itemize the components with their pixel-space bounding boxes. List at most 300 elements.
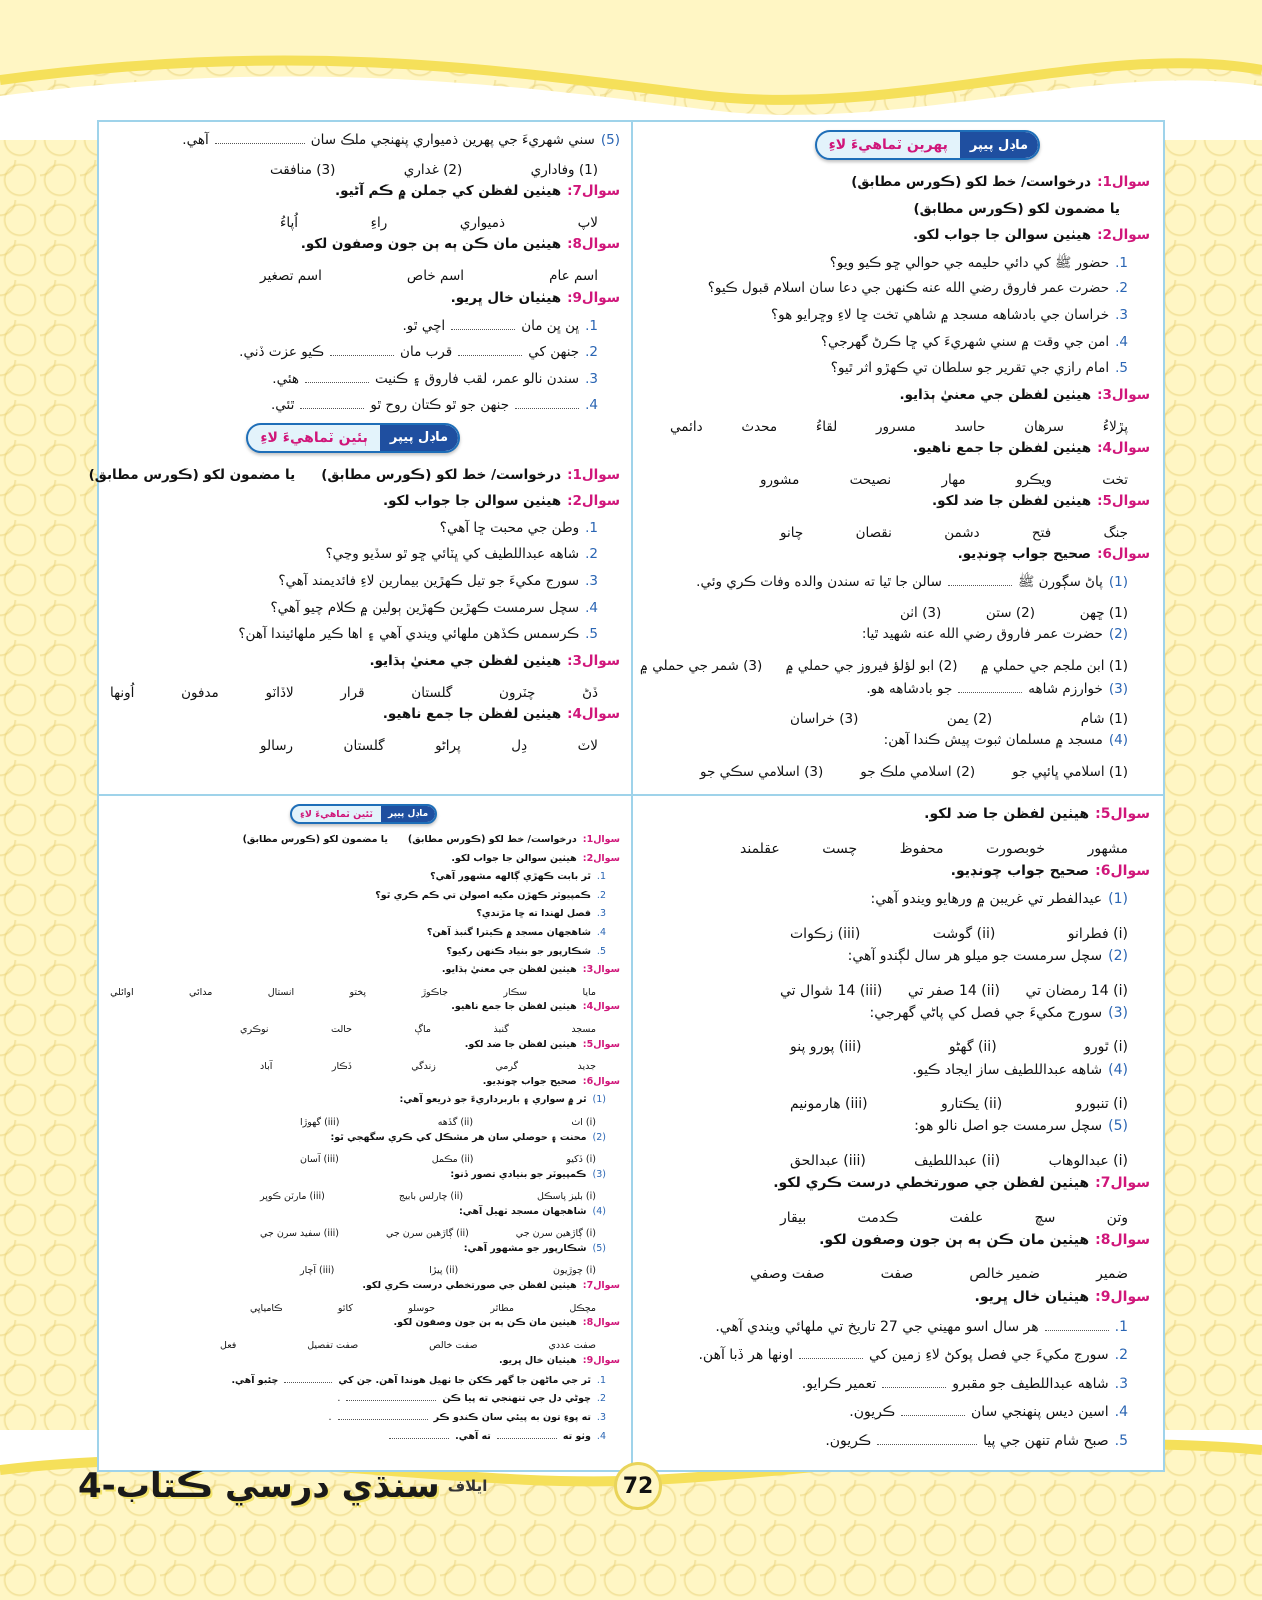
text-label: (i) ڏکيو bbox=[566, 1153, 596, 1165]
list-item bbox=[640, 280, 1150, 307]
text-label: فعل bbox=[220, 1339, 237, 1351]
text-label: درخواست/ خط لکو (ڪورس مطابق) bbox=[321, 466, 562, 483]
question-1 bbox=[88, 466, 620, 494]
text-label: مسجد bbox=[571, 1023, 596, 1035]
text-label: چست bbox=[822, 840, 858, 857]
text-label: وطن جي محبت ڇا آهي؟ bbox=[439, 519, 580, 536]
blank-line bbox=[1045, 1317, 1109, 1331]
question-8 bbox=[110, 236, 620, 263]
text-label: (3) اٺن bbox=[900, 604, 942, 621]
text-label: مطاٿر bbox=[490, 1302, 514, 1314]
text-label: محنت ۽ حوصلي سان هر مشڪل کي ڪري سگهجي ٿو: bbox=[330, 1131, 587, 1143]
text-label: (3) bbox=[1108, 1004, 1128, 1021]
text-label: سالن جا ٿيا ته سندن والده وفات ڪري وئي. bbox=[696, 574, 942, 591]
text-label: عقلمند bbox=[740, 840, 780, 857]
text-label: صحيح جواب چونڊيو. bbox=[482, 1075, 577, 1087]
text-label: سچل سرمست جو ميلو هر سال لڳندو آهي: bbox=[847, 947, 1103, 964]
text-label: (i) بليز پاسڪل bbox=[537, 1191, 596, 1203]
list-item bbox=[640, 360, 1150, 387]
text-label: هيٺيان خال ڀريو. bbox=[974, 1288, 1090, 1305]
text-label: نصيحت bbox=[849, 471, 892, 488]
list-item bbox=[110, 573, 620, 600]
mcq-item bbox=[640, 573, 1150, 600]
text-label: نقصان bbox=[855, 525, 892, 542]
mcq-options bbox=[640, 706, 1150, 733]
text-label: لاٽ bbox=[577, 737, 598, 754]
text-label: ته آهي. bbox=[455, 1430, 491, 1442]
list-item bbox=[110, 316, 620, 343]
text-label: هيٺين لفظن جا ضد لکو. bbox=[464, 1038, 577, 1050]
question-7 bbox=[110, 183, 620, 210]
mcq-item bbox=[110, 1243, 620, 1262]
text-label: خراسان جي بادشاهه مسجد ۾ شاهي تخت ڇا لاءِ وڇرايو هو؟ bbox=[770, 306, 1110, 323]
word-list bbox=[110, 1020, 620, 1039]
text-label: ڏڻ bbox=[582, 684, 598, 701]
text-label: سوال1: bbox=[567, 466, 620, 483]
text-label: اسم تصغير bbox=[260, 268, 322, 285]
text-label: دائمي bbox=[670, 418, 703, 435]
question-1-alt bbox=[640, 201, 1150, 228]
mcq-options bbox=[110, 1150, 620, 1169]
book-title bbox=[78, 1460, 487, 1512]
text-label: 3. bbox=[585, 370, 598, 387]
question-2 bbox=[640, 227, 1150, 254]
text-label: کاٿو bbox=[337, 1302, 353, 1314]
text-label: 3. bbox=[596, 1411, 606, 1423]
text-label: نوڪري bbox=[240, 1023, 269, 1035]
badge-title: ماڊل پيپر bbox=[380, 425, 458, 451]
text-label: صفت وصفي bbox=[750, 1266, 825, 1283]
blank-line bbox=[215, 130, 305, 144]
mcq-item bbox=[110, 1206, 620, 1225]
text-label: 2. bbox=[596, 1393, 606, 1405]
text-label: (4) bbox=[1108, 1061, 1128, 1078]
text-label: (ii) مڪمل bbox=[431, 1153, 474, 1165]
question-8 bbox=[640, 1232, 1150, 1260]
text-label: اُپاءُ bbox=[280, 215, 298, 232]
word-list bbox=[110, 1336, 620, 1355]
text-label: شاهه عبداللطيف کي ڀٽائي ڇو ٿو سڏيو وڃي؟ bbox=[325, 546, 580, 563]
text-label: انستال bbox=[267, 986, 295, 998]
text-label: سوال7: bbox=[582, 1280, 620, 1292]
word-list bbox=[640, 1260, 1150, 1288]
text-label: 1. bbox=[596, 1374, 606, 1386]
text-label: جديد bbox=[577, 1060, 596, 1072]
mcq-item bbox=[110, 130, 620, 157]
text-label: . bbox=[337, 1393, 341, 1405]
text-label: مايا bbox=[582, 986, 596, 998]
text-label: اوائلي bbox=[110, 986, 134, 998]
text-label: صبح شام تنهن جي پيا bbox=[983, 1432, 1109, 1449]
question-5 bbox=[640, 806, 1150, 834]
text-label: (iii) آچار bbox=[300, 1265, 335, 1277]
blank-line bbox=[799, 1345, 863, 1359]
text-label: (2) ستن bbox=[985, 604, 1036, 621]
text-label: صفت تفصيل bbox=[307, 1339, 359, 1351]
word-list bbox=[110, 679, 620, 706]
text-label: خوبصورت bbox=[985, 840, 1046, 857]
blank-line bbox=[515, 396, 579, 410]
text-label: 3. bbox=[596, 908, 606, 920]
text-label: ڪدمت bbox=[857, 1209, 899, 1226]
blank-line bbox=[958, 679, 1022, 693]
text-label: 1. bbox=[596, 871, 606, 883]
text-label: اُونها bbox=[110, 684, 135, 701]
text-label: گلستان bbox=[411, 684, 453, 701]
list-item bbox=[640, 334, 1150, 361]
text-label: حوسلو bbox=[408, 1302, 435, 1314]
mcq-options bbox=[640, 976, 1150, 1004]
text-label: سوال8: bbox=[567, 236, 620, 253]
text-label: حضرت عمر فاروق رضي الله عنه شهيد ٿيا: bbox=[861, 626, 1103, 643]
text-label: هيٺين لفظن جي صورتخطي درست ڪري لکو. bbox=[773, 1175, 1090, 1192]
question-5 bbox=[640, 493, 1150, 520]
list-item bbox=[640, 1345, 1150, 1373]
book-title-text: سنڌي درسي ڪتاب-4 bbox=[78, 1466, 440, 1506]
text-label: سوال4: bbox=[567, 705, 620, 722]
text-label: (3) اسلامي سڪي جو bbox=[700, 764, 824, 781]
text-label: (iii) هارمونيم bbox=[790, 1096, 868, 1113]
text-label: سورج مکيءَ جي فصل پوکڻ لاءِ زمين کي bbox=[868, 1347, 1109, 1364]
text-label: (i) ٿورو bbox=[1084, 1039, 1128, 1056]
text-label: يا مضمون لکو (ڪورس مطابق) bbox=[913, 200, 1120, 217]
text-label: سڪار bbox=[503, 986, 528, 998]
text-label: 2. bbox=[585, 546, 598, 563]
text-label: (iii) سفيد سرن جي bbox=[260, 1228, 340, 1240]
text-label: سوال6: bbox=[1097, 546, 1150, 563]
text-label: ڪريون. bbox=[825, 1432, 872, 1449]
text-label: جو بادشاهه هو. bbox=[866, 680, 953, 697]
text-label: (2) اسلامي ملڪ جو bbox=[860, 764, 976, 781]
badge-title: ماڊل پيپر bbox=[381, 806, 435, 822]
text-label: 2. bbox=[1114, 1347, 1128, 1364]
text-label: لاڏاٽو bbox=[265, 684, 294, 701]
text-label: 5. bbox=[1115, 360, 1128, 377]
question-4 bbox=[110, 1001, 620, 1020]
text-label: اونها هر ڏبا آهن. bbox=[698, 1347, 793, 1364]
text-label: (1) شام bbox=[1080, 711, 1128, 728]
list-item bbox=[110, 890, 620, 909]
text-label: هيٺين مان ڪن ٻه ٻن جون وصفون لکو. bbox=[819, 1231, 1090, 1248]
model-paper-third-term bbox=[110, 808, 620, 1448]
text-label: مشورو bbox=[760, 471, 800, 488]
text-label: (5) bbox=[592, 1243, 606, 1255]
list-item bbox=[110, 626, 620, 653]
text-label: (1) ابن ملجم جي حملي ۾ bbox=[980, 657, 1128, 674]
text-label: سوال3: bbox=[1097, 386, 1150, 403]
page-number: 72 bbox=[614, 1462, 662, 1510]
list-item bbox=[110, 1410, 620, 1429]
text-label: (i) چوڙيون bbox=[553, 1265, 596, 1277]
text-label: سوال8: bbox=[582, 1317, 620, 1329]
text-label: شاهه عبداللطيف جو مقبرو bbox=[952, 1375, 1109, 1392]
text-label: (ii) عبداللطيف bbox=[914, 1152, 1001, 1169]
column-divider bbox=[631, 120, 633, 1472]
text-label: سوال9: bbox=[1095, 1288, 1150, 1305]
text-label: 3. bbox=[585, 572, 598, 589]
mcq-item bbox=[640, 891, 1150, 919]
text-label: صفت عددي bbox=[548, 1339, 596, 1351]
text-label: جنهن کي bbox=[528, 344, 580, 361]
model-paper-first-term-continued bbox=[640, 806, 1150, 1459]
text-label: پاڻ سڳورن ﷺ bbox=[1017, 574, 1103, 591]
text-label: سني شهريءَ جي پهرين ذميواري پنهنجي ملڪ سان bbox=[310, 131, 595, 148]
text-label: يا مضمون لکو (ڪورس مطابق) bbox=[88, 466, 296, 483]
text-label: علفت bbox=[949, 1209, 984, 1226]
text-label: ڀن ڀن مان bbox=[521, 317, 580, 334]
text-label: هئي. bbox=[272, 370, 300, 387]
text-label: سورج مکيءَ جو تيل ڪهڙين بيمارين لاءِ فائديمند آهي؟ bbox=[278, 572, 580, 589]
text-label: سوال9: bbox=[567, 289, 620, 306]
text-label: دِل bbox=[511, 737, 528, 754]
question-9 bbox=[110, 1355, 620, 1374]
text-label: سوال2: bbox=[567, 493, 620, 510]
text-label: شاهه عبداللطيف ساز ايجاد ڪيو. bbox=[912, 1061, 1103, 1078]
text-label: اسم عام bbox=[549, 268, 598, 285]
text-label: سرهان bbox=[1024, 418, 1064, 435]
text-label: (1) اسلامي ڀائپي جو bbox=[1012, 764, 1128, 781]
text-label: (4) bbox=[592, 1205, 606, 1217]
blank-line bbox=[300, 396, 364, 410]
text-label: آباد bbox=[260, 1060, 273, 1072]
text-label: ٿر بابت ڪهڙي ڳالهه مشهور آهي؟ bbox=[430, 871, 591, 883]
text-label: (iii) گهوڙا bbox=[300, 1116, 340, 1128]
text-label: 1. bbox=[585, 317, 598, 334]
text-label: چٽرون bbox=[499, 684, 536, 701]
text-label: سوال7: bbox=[1095, 1175, 1150, 1192]
mcq-item bbox=[640, 626, 1150, 653]
list-item bbox=[110, 396, 620, 423]
text-label: سوال5: bbox=[1097, 493, 1150, 510]
question-5 bbox=[110, 1039, 620, 1058]
text-label: سوال5: bbox=[1095, 806, 1150, 822]
text-label: شڪارپور جو بنياد ڪنهن رکيو؟ bbox=[446, 945, 591, 957]
text-label: سوال3: bbox=[567, 652, 620, 669]
text-label: (2) bbox=[592, 1131, 606, 1143]
text-label: هيٺيان خال ڀريو. bbox=[498, 1354, 577, 1366]
text-label: مچڪل bbox=[569, 1302, 596, 1314]
text-label: وتن bbox=[1106, 1209, 1128, 1226]
text-label: سوال8: bbox=[1095, 1231, 1150, 1248]
text-label: محدث bbox=[741, 418, 778, 435]
text-label: سچل سرمست ڪهڙين ڪهڙين ٻولين ۾ ڪلام چيو آهي؟ bbox=[270, 599, 580, 616]
question-6 bbox=[640, 546, 1150, 573]
text-label: سوال7: bbox=[567, 183, 620, 200]
text-label: (ii) پيڙا bbox=[429, 1265, 459, 1277]
list-item bbox=[640, 1317, 1150, 1345]
text-label: ضمير bbox=[1096, 1266, 1128, 1283]
badge-title: ماڊل پيپر bbox=[960, 132, 1038, 158]
question-9 bbox=[640, 1289, 1150, 1317]
paper-badge bbox=[246, 423, 460, 453]
text-label: 4. bbox=[585, 599, 598, 616]
text-label: (3) bbox=[592, 1168, 606, 1180]
text-label: مشهور bbox=[1087, 840, 1128, 857]
list-item bbox=[640, 1431, 1150, 1459]
blank-line bbox=[330, 343, 394, 357]
text-label: (2) يمن bbox=[946, 711, 993, 728]
text-label: هيٺيان خال ڀريو. bbox=[450, 289, 562, 306]
text-label: (1) وفاداري bbox=[530, 161, 598, 178]
text-label: (4) bbox=[1108, 732, 1128, 749]
text-label: صحيح جواب چونڊيو. bbox=[950, 862, 1090, 879]
text-label: (3) شمر جي حملي ۾ bbox=[640, 657, 763, 674]
text-label: امن جي وقت ۾ سني شهريءَ کي ڇا ڪرڻ گهرجي؟ bbox=[820, 333, 1110, 350]
text-label: ڪريون. bbox=[849, 1404, 895, 1421]
text-label: بيقار bbox=[780, 1209, 807, 1226]
text-label: (iii) پورو پنو bbox=[790, 1039, 862, 1056]
text-label: 5. bbox=[596, 945, 606, 957]
question-8 bbox=[110, 1317, 620, 1336]
text-label: ماڳ bbox=[414, 1023, 432, 1035]
text-label: ضمير خالص bbox=[969, 1266, 1041, 1283]
text-label: (iii) مارٽن ڪوپر bbox=[260, 1191, 325, 1203]
blank-line bbox=[458, 343, 522, 357]
mcq-options bbox=[640, 653, 1150, 680]
blank-line bbox=[451, 316, 515, 330]
text-label: (3) منافقت bbox=[270, 161, 336, 178]
mcq-options bbox=[640, 1090, 1150, 1118]
mcq-item bbox=[640, 1005, 1150, 1033]
text-label: اسين ديس پنهنجي سان bbox=[971, 1404, 1109, 1421]
text-label: (i) اٺ bbox=[571, 1116, 596, 1128]
text-label: . bbox=[328, 1411, 332, 1423]
text-label: (5) bbox=[600, 131, 620, 148]
text-label: (ii) گڏهه bbox=[437, 1116, 474, 1128]
text-label: (ii) 14 صفر تي bbox=[907, 982, 1001, 999]
text-label: جنهن جو ٿو ڪتان روح ٿو bbox=[370, 397, 510, 414]
question-3 bbox=[110, 653, 620, 680]
blank-line bbox=[877, 1431, 977, 1445]
word-list bbox=[110, 210, 620, 237]
word-list bbox=[110, 732, 620, 759]
mcq-options bbox=[110, 1113, 620, 1132]
text-label: پراڻو bbox=[435, 737, 461, 754]
text-label: ڪمپيوٽر ڪهڙن مکيه اصولن تي ڪم ڪري ٿو؟ bbox=[375, 889, 591, 901]
question-4 bbox=[110, 706, 620, 733]
text-label: 4. bbox=[1114, 1404, 1128, 1421]
text-label: امام رازي جي تقرير جو سلطان تي ڪهڙو اثر ٿيو؟ bbox=[830, 360, 1110, 377]
text-label: (3) bbox=[1108, 680, 1128, 697]
text-label: (2) غداري bbox=[403, 161, 463, 178]
text-label: سوال4: bbox=[582, 1001, 620, 1013]
text-label: قرار bbox=[340, 684, 365, 701]
text-label: درخواست/ خط لکو (ڪورس مطابق) bbox=[851, 174, 1092, 190]
question-6 bbox=[110, 1076, 620, 1095]
text-label: هيٺين لفظن جا جمع ناهيو. bbox=[912, 439, 1092, 456]
word-list bbox=[640, 834, 1150, 862]
word-list bbox=[640, 1203, 1150, 1231]
question-6 bbox=[640, 863, 1150, 891]
text-label: ڪرسمس ڪڏهن ملهائي ويندي آهي ۽ اها ڪير ملهائيندا آهن؟ bbox=[238, 626, 580, 643]
text-label: تخت bbox=[1102, 471, 1128, 488]
text-label: 1. bbox=[1114, 1319, 1128, 1336]
list-item bbox=[110, 520, 620, 547]
list-item bbox=[110, 871, 620, 890]
text-label: آهي. bbox=[182, 131, 209, 148]
question-7 bbox=[640, 1175, 1150, 1203]
mcq-options bbox=[110, 1224, 620, 1243]
text-label: لاپ bbox=[577, 215, 598, 232]
text-label: ذميواري bbox=[459, 215, 505, 232]
text-label: 3. bbox=[1115, 306, 1128, 323]
text-label: مدائي bbox=[189, 986, 213, 998]
text-label: (1) bbox=[1108, 574, 1128, 591]
text-label: هيٺين لفظن جي معنيٰ ٻڌايو. bbox=[369, 652, 562, 669]
text-label: (2) bbox=[1108, 947, 1128, 964]
text-label: ٿر ۾ سواري ۽ باربرداريءَ جو ذريعو آهي: bbox=[399, 1094, 587, 1106]
text-label: سوال5: bbox=[582, 1038, 620, 1050]
list-item bbox=[640, 307, 1150, 334]
mcq-options bbox=[110, 1262, 620, 1281]
text-label: (i) عبدالوهاب bbox=[1048, 1152, 1128, 1169]
text-label: رسالو bbox=[260, 737, 294, 754]
text-label: اسم خاص bbox=[406, 268, 465, 285]
question-1 bbox=[640, 174, 1150, 201]
text-label: 2. bbox=[1115, 280, 1128, 297]
blank-line bbox=[284, 1373, 332, 1383]
text-label: (ii) ڳاڙهين سرن جي bbox=[385, 1228, 469, 1240]
text-label: درخواست/ خط لکو (ڪورس مطابق) bbox=[407, 834, 577, 845]
text-label: فصل لهندا ته ڇا مڙندي؟ bbox=[476, 908, 591, 920]
text-label: سچ bbox=[1034, 1209, 1056, 1226]
text-label: سوال2: bbox=[582, 852, 620, 864]
text-label: هيٺين مان ڪن ٻه ٻن جون وصفون لکو. bbox=[393, 1317, 577, 1329]
word-list bbox=[110, 1057, 620, 1076]
text-label: هيٺين سوالن جا جواب لکو. bbox=[382, 493, 562, 510]
text-label: فتح bbox=[1031, 525, 1052, 542]
text-label: (iii) 14 شوال تي bbox=[780, 982, 883, 999]
text-label: هيٺين مان ڪن ٻه ٻن جون وصفون لکو. bbox=[300, 236, 562, 253]
question-2 bbox=[110, 853, 620, 872]
list-item bbox=[640, 254, 1150, 281]
text-label: 4. bbox=[1115, 333, 1128, 350]
question-3 bbox=[640, 387, 1150, 414]
text-label: قرب مان bbox=[400, 344, 453, 361]
list-item bbox=[110, 546, 620, 573]
text-label: (i) فطرانو bbox=[1067, 925, 1128, 942]
text-label: دشمن bbox=[944, 525, 980, 542]
text-label: زندگي bbox=[411, 1060, 436, 1072]
text-label: (ii) يڪتارو bbox=[941, 1096, 1003, 1113]
list-item bbox=[640, 1374, 1150, 1402]
text-label: مدفون bbox=[181, 684, 219, 701]
text-label: شڪارپور جو مشهور آهي: bbox=[463, 1243, 587, 1255]
text-label: ته پوءِ تون به پيئي سان ڪندو ڪر bbox=[433, 1411, 591, 1423]
list-item bbox=[110, 1429, 620, 1448]
text-label: سوال1: bbox=[582, 834, 620, 845]
top-wave-decoration bbox=[0, 0, 1262, 140]
text-label: يا مضمون لکو (ڪورس مطابق) bbox=[242, 834, 388, 845]
list-item bbox=[110, 946, 620, 965]
text-label: صفت bbox=[880, 1266, 914, 1283]
paper-badge bbox=[290, 804, 437, 824]
text-label: هيٺين سوالن جا جواب لکو. bbox=[451, 852, 577, 864]
text-label: چانو bbox=[780, 525, 804, 542]
mcq-options bbox=[110, 1187, 620, 1206]
text-label: حضرت عمر فاروق رضي الله عنه ڪنهن جي دعا سان اسلام قبول ڪيو؟ bbox=[707, 280, 1110, 297]
text-label: (1) ڇهن bbox=[1079, 604, 1128, 621]
list-item bbox=[110, 369, 620, 396]
text-label: (i) ڳاڙهين سرن جي bbox=[515, 1228, 596, 1240]
text-label: سوال4: bbox=[1097, 439, 1150, 456]
text-label: چوڻي دل جي تنهنجي ته پيا ڪن bbox=[442, 1393, 591, 1405]
text-label: 4. bbox=[585, 397, 598, 414]
text-label: (iii) آسان bbox=[300, 1153, 339, 1165]
text-label: 5. bbox=[585, 626, 598, 643]
text-label: (iii) زڪوات bbox=[790, 925, 861, 942]
blank-line bbox=[305, 369, 369, 383]
